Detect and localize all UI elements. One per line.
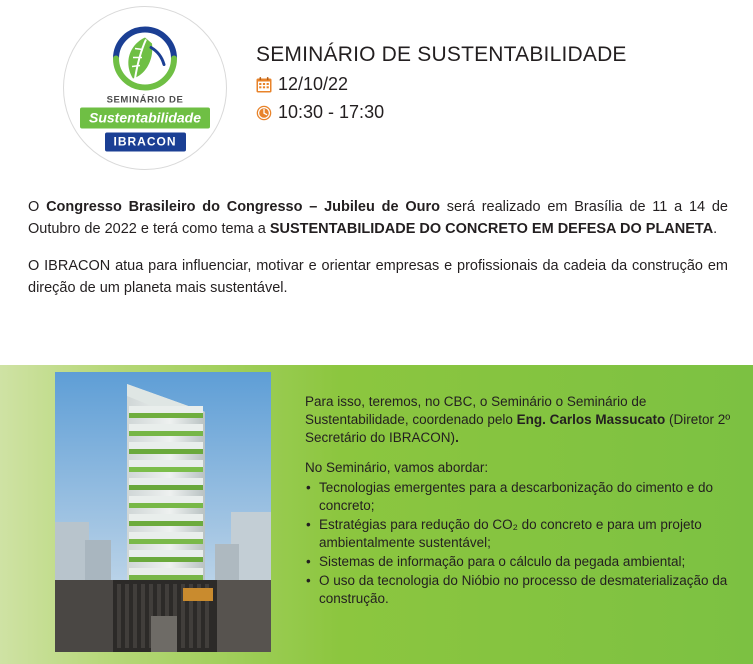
seminar-logo — [63, 6, 227, 170]
list-item: • Sistemas de informação para o cálculo da pegada ambiental; — [305, 553, 735, 571]
event-date-row — [256, 74, 726, 95]
panel-topics-list — [305, 479, 735, 608]
list-item: • Estratégias para redução do CO₂ do concreto e para um projeto ambientalmente sustentável; — [305, 516, 735, 552]
panel-p1-bold-name: Eng. Carlos Massucato — [516, 411, 666, 427]
event-date: 12/10/22 — [278, 74, 349, 95]
intro-text-block — [28, 196, 728, 300]
p1-bold-congress: Congresso Brasileiro do Congresso – Jubileu de Ouro — [46, 199, 440, 215]
logo-band-label: Sustentabilidade — [80, 108, 210, 129]
panel-text-block — [305, 393, 735, 608]
p1-before: O — [28, 199, 47, 215]
leaf-icon — [102, 25, 188, 93]
document-header — [0, 0, 753, 178]
paragraph-2: O IBRACON atua para influenciar, motivar e orientar empresas e profissionais da cadeia da construção em direção de um planeta mais sustentável. — [28, 257, 728, 297]
event-header-text — [256, 42, 726, 123]
panel-list-intro: No Seminário, vamos abordar: — [305, 459, 489, 475]
event-time: 10:30 - 17:30 — [278, 102, 385, 123]
p1-middle: será realizado em Brasília de 11 a 14 de Outubro de 2022 e terá como tema a — [28, 199, 728, 238]
panel-paragraph-1 — [305, 393, 735, 447]
list-item: • Tecnologias emergentes para a descarbonização do cimento e do concreto; — [305, 479, 735, 515]
paragraph-1 — [28, 196, 728, 241]
event-time-row — [256, 102, 726, 123]
list-item: • O uso da tecnologia do Nióbio no processo de desmaterialização da construção. — [305, 572, 735, 608]
p1-after: . — [713, 221, 718, 238]
panel-p1-before: Para isso, teremos, no CBC, o Seminário o Seminário de Sustentabilidade, coordenado pelo — [305, 394, 647, 427]
logo-org-label: IBRACON — [105, 133, 186, 152]
panel-p1-bold-end: . — [455, 429, 459, 445]
logo-subtitle: SEMINÁRIO DE — [106, 94, 184, 106]
page-title: SEMINÁRIO DE SUSTENTABILIDADE — [256, 43, 627, 66]
green-building-photo — [55, 372, 271, 652]
calendar-icon — [256, 77, 272, 93]
panel-p1-middle: (Diretor 2º Secretário do IBRACON) — [305, 411, 731, 445]
clock-icon — [256, 105, 272, 121]
p1-bold-theme: SUSTENTABILIDADE DO CONCRETO EM DEFESA DO PLANETA — [269, 221, 714, 238]
